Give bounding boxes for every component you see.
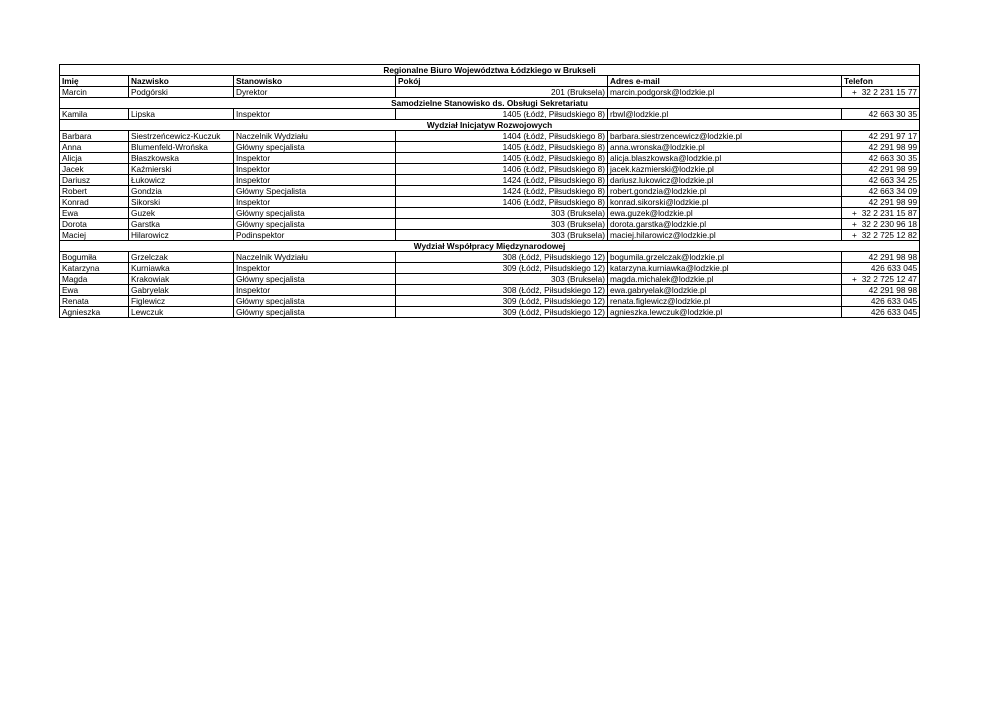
- cell-nazwisko: Garstka: [129, 219, 234, 230]
- cell-email: maciej.hilarowicz@lodzkie.pl: [608, 230, 842, 241]
- cell-pokoj: 1406 (Łódź, Piłsudskiego 8): [396, 164, 608, 175]
- cell-stanowisko: Główny specjalista: [234, 274, 396, 285]
- cell-telefon: [842, 87, 920, 98]
- phone-prefix: +: [852, 230, 857, 240]
- cell-email: bogumila.grzelczak@lodzkie.pl: [608, 252, 842, 263]
- cell-pokoj: 1406 (Łódź, Piłsudskiego 8): [396, 197, 608, 208]
- header-stanowisko: Stanowisko: [234, 76, 396, 87]
- cell-telefon: 426 633 045: [842, 263, 920, 274]
- table-row: [60, 230, 920, 241]
- cell-email: rbwl@lodzkie.pl: [608, 109, 842, 120]
- table-row: [60, 87, 920, 98]
- cell-imie: Magda: [60, 274, 129, 285]
- cell-nazwisko: Lipska: [129, 109, 234, 120]
- phone-prefix: +: [852, 87, 857, 97]
- table-row: [60, 164, 920, 175]
- cell-nazwisko: Hilarowicz: [129, 230, 234, 241]
- cell-imie: Maciej: [60, 230, 129, 241]
- header-nazwisko: Nazwisko: [129, 76, 234, 87]
- cell-stanowisko: Naczelnik Wydziału: [234, 252, 396, 263]
- cell-pokoj: 201 (Bruksela): [396, 87, 608, 98]
- cell-stanowisko: Inspektor: [234, 285, 396, 296]
- cell-telefon: 42 291 98 99: [842, 164, 920, 175]
- cell-nazwisko: Kaźmierski: [129, 164, 234, 175]
- cell-pokoj: 309 (Łódź, Piłsudskiego 12): [396, 307, 608, 318]
- cell-pokoj: 309 (Łódź, Piłsudskiego 12): [396, 296, 608, 307]
- cell-nazwisko: Gabryelak: [129, 285, 234, 296]
- cell-stanowisko: Główny specjalista: [234, 219, 396, 230]
- cell-imie: Katarzyna: [60, 263, 129, 274]
- section-title: Wydział Inicjatyw Rozwojowych: [60, 120, 920, 131]
- phone-prefix: +: [852, 219, 857, 229]
- phone-prefix: +: [852, 208, 857, 218]
- phone-number: 32 2 231 15 77: [861, 87, 918, 97]
- cell-stanowisko: Inspektor: [234, 175, 396, 186]
- cell-nazwisko: Łukowicz: [129, 175, 234, 186]
- phone-number: 32 2 230 96 18: [861, 219, 918, 229]
- cell-telefon: 42 663 34 09: [842, 186, 920, 197]
- cell-pokoj: 308 (Łódź, Piłsudskiego 12): [396, 285, 608, 296]
- phone-prefix: +: [852, 274, 857, 284]
- section-title: Wydział Współpracy Międzynarodowej: [60, 241, 920, 252]
- cell-email: ewa.guzek@lodzkie.pl: [608, 208, 842, 219]
- cell-imie: Robert: [60, 186, 129, 197]
- cell-stanowisko: Główny specjalista: [234, 142, 396, 153]
- table-row: [60, 153, 920, 164]
- table-row: [60, 142, 920, 153]
- cell-nazwisko: Guzek: [129, 208, 234, 219]
- cell-nazwisko: Kurniawka: [129, 263, 234, 274]
- cell-pokoj: 1405 (Łódź, Piłsudskiego 8): [396, 153, 608, 164]
- cell-imie: Kamila: [60, 109, 129, 120]
- cell-stanowisko: Główny specjalista: [234, 296, 396, 307]
- cell-pokoj: 1424 (Łódź, Piłsudskiego 8): [396, 175, 608, 186]
- cell-telefon: 426 633 045: [842, 296, 920, 307]
- section-header-row: [60, 241, 920, 252]
- phone-number: 32 2 231 15 87: [861, 208, 918, 218]
- cell-imie: Marcin: [60, 87, 129, 98]
- phone-number: 32 2 725 12 82: [861, 230, 918, 240]
- cell-stanowisko: Główny specjalista: [234, 208, 396, 219]
- header-row: [60, 76, 920, 87]
- cell-pokoj: 303 (Bruksela): [396, 230, 608, 241]
- cell-email: dariusz.lukowicz@lodzkie.pl: [608, 175, 842, 186]
- table-row: [60, 175, 920, 186]
- cell-email: dorota.garstka@lodzkie.pl: [608, 219, 842, 230]
- cell-stanowisko: Główny specjalista: [234, 307, 396, 318]
- cell-pokoj: 303 (Bruksela): [396, 208, 608, 219]
- cell-pokoj: 308 (Łódź, Piłsudskiego 12): [396, 252, 608, 263]
- cell-stanowisko: Inspektor: [234, 153, 396, 164]
- table-row: [60, 252, 920, 263]
- cell-nazwisko: Lewczuk: [129, 307, 234, 318]
- cell-telefon: [842, 230, 920, 241]
- cell-telefon: 42 663 34 25: [842, 175, 920, 186]
- cell-imie: Anna: [60, 142, 129, 153]
- cell-imie: Bogumiła: [60, 252, 129, 263]
- table-row: [60, 263, 920, 274]
- cell-pokoj: 1404 (Łódź, Piłsudskiego 8): [396, 131, 608, 142]
- cell-email: ewa.gabryelak@lodzkie.pl: [608, 285, 842, 296]
- cell-telefon: 42 291 98 99: [842, 142, 920, 153]
- cell-imie: Jacek: [60, 164, 129, 175]
- header-telefon: Telefon: [842, 76, 920, 87]
- cell-email: alicja.blaszkowska@lodzkie.pl: [608, 153, 842, 164]
- cell-email: barbara.siestrzencewicz@lodzkie.pl: [608, 131, 842, 142]
- cell-telefon: [842, 208, 920, 219]
- phone-number: 32 2 725 12 47: [861, 274, 918, 284]
- cell-stanowisko: Inspektor: [234, 109, 396, 120]
- cell-nazwisko: Siestrzeńcewicz-Kuczuk: [129, 131, 234, 142]
- table-row: [60, 208, 920, 219]
- table-row: [60, 307, 920, 318]
- cell-telefon: 42 291 98 99: [842, 197, 920, 208]
- cell-imie: Renata: [60, 296, 129, 307]
- cell-nazwisko: Krakowiak: [129, 274, 234, 285]
- staff-directory-table: [59, 64, 920, 318]
- cell-imie: Konrad: [60, 197, 129, 208]
- cell-pokoj: 1405 (Łódź, Piłsudskiego 8): [396, 109, 608, 120]
- cell-stanowisko: Dyrektor: [234, 87, 396, 98]
- cell-pokoj: 1405 (Łódź, Piłsudskiego 8): [396, 142, 608, 153]
- cell-stanowisko: Inspektor: [234, 197, 396, 208]
- cell-email: magda.michalek@lodzkie.pl: [608, 274, 842, 285]
- header-imie: Imię: [60, 76, 129, 87]
- table-row: [60, 285, 920, 296]
- cell-stanowisko: Inspektor: [234, 164, 396, 175]
- cell-imie: Agnieszka: [60, 307, 129, 318]
- section-title: Samodzielne Stanowisko ds. Obsługi Sekretariatu: [60, 98, 920, 109]
- page-title: Regionalne Biuro Województwa Łódzkiego w Brukseli: [60, 65, 920, 76]
- cell-nazwisko: Sikorski: [129, 197, 234, 208]
- header-pokoj: Pokój: [396, 76, 608, 87]
- cell-imie: Dariusz: [60, 175, 129, 186]
- cell-email: marcin.podgorsk@lodzkie.pl: [608, 87, 842, 98]
- cell-email: konrad.sikorski@lodzkie.pl: [608, 197, 842, 208]
- cell-telefon: 42 291 98 98: [842, 252, 920, 263]
- cell-telefon: 42 291 97 17: [842, 131, 920, 142]
- cell-email: katarzyna.kurniawka@lodzkie.pl: [608, 263, 842, 274]
- cell-nazwisko: Grzelczak: [129, 252, 234, 263]
- cell-pokoj: 309 (Łódź, Piłsudskiego 12): [396, 263, 608, 274]
- section-header-row: [60, 98, 920, 109]
- cell-nazwisko: Figlewicz: [129, 296, 234, 307]
- cell-imie: Dorota: [60, 219, 129, 230]
- table-row: [60, 109, 920, 120]
- cell-stanowisko: Główny Specjalista: [234, 186, 396, 197]
- table-row: [60, 296, 920, 307]
- cell-email: anna.wronska@lodzkie.pl: [608, 142, 842, 153]
- cell-stanowisko: Naczelnik Wydziału: [234, 131, 396, 142]
- table-row: [60, 274, 920, 285]
- cell-stanowisko: Inspektor: [234, 263, 396, 274]
- header-email: Adres e-mail: [608, 76, 842, 87]
- cell-telefon: [842, 219, 920, 230]
- cell-telefon: 426 633 045: [842, 307, 920, 318]
- cell-email: agnieszka.lewczuk@lodzkie.pl: [608, 307, 842, 318]
- cell-telefon: 42 663 30 35: [842, 109, 920, 120]
- title-row: [60, 65, 920, 76]
- cell-imie: Ewa: [60, 208, 129, 219]
- cell-stanowisko: Podinspektor: [234, 230, 396, 241]
- cell-nazwisko: Podgórski: [129, 87, 234, 98]
- cell-imie: Barbara: [60, 131, 129, 142]
- cell-pokoj: 1424 (Łódź, Piłsudskiego 8): [396, 186, 608, 197]
- cell-nazwisko: Błaszkowska: [129, 153, 234, 164]
- cell-pokoj: 303 (Bruksela): [396, 219, 608, 230]
- cell-pokoj: 303 (Bruksela): [396, 274, 608, 285]
- table-row: [60, 197, 920, 208]
- cell-telefon: 42 291 98 98: [842, 285, 920, 296]
- cell-email: robert.gondzia@lodzkie.pl: [608, 186, 842, 197]
- cell-email: renata.figlewicz@lodzkie.pl: [608, 296, 842, 307]
- cell-imie: Alicja: [60, 153, 129, 164]
- table-row: [60, 131, 920, 142]
- cell-telefon: 42 663 30 35: [842, 153, 920, 164]
- cell-nazwisko: Blumenfeld-Wrońska: [129, 142, 234, 153]
- table-row: [60, 219, 920, 230]
- table-row: [60, 186, 920, 197]
- cell-nazwisko: Gondzia: [129, 186, 234, 197]
- table-body: [60, 65, 920, 318]
- cell-telefon: [842, 274, 920, 285]
- cell-imie: Ewa: [60, 285, 129, 296]
- section-header-row: [60, 120, 920, 131]
- cell-email: jacek.kazmierski@lodzkie.pl: [608, 164, 842, 175]
